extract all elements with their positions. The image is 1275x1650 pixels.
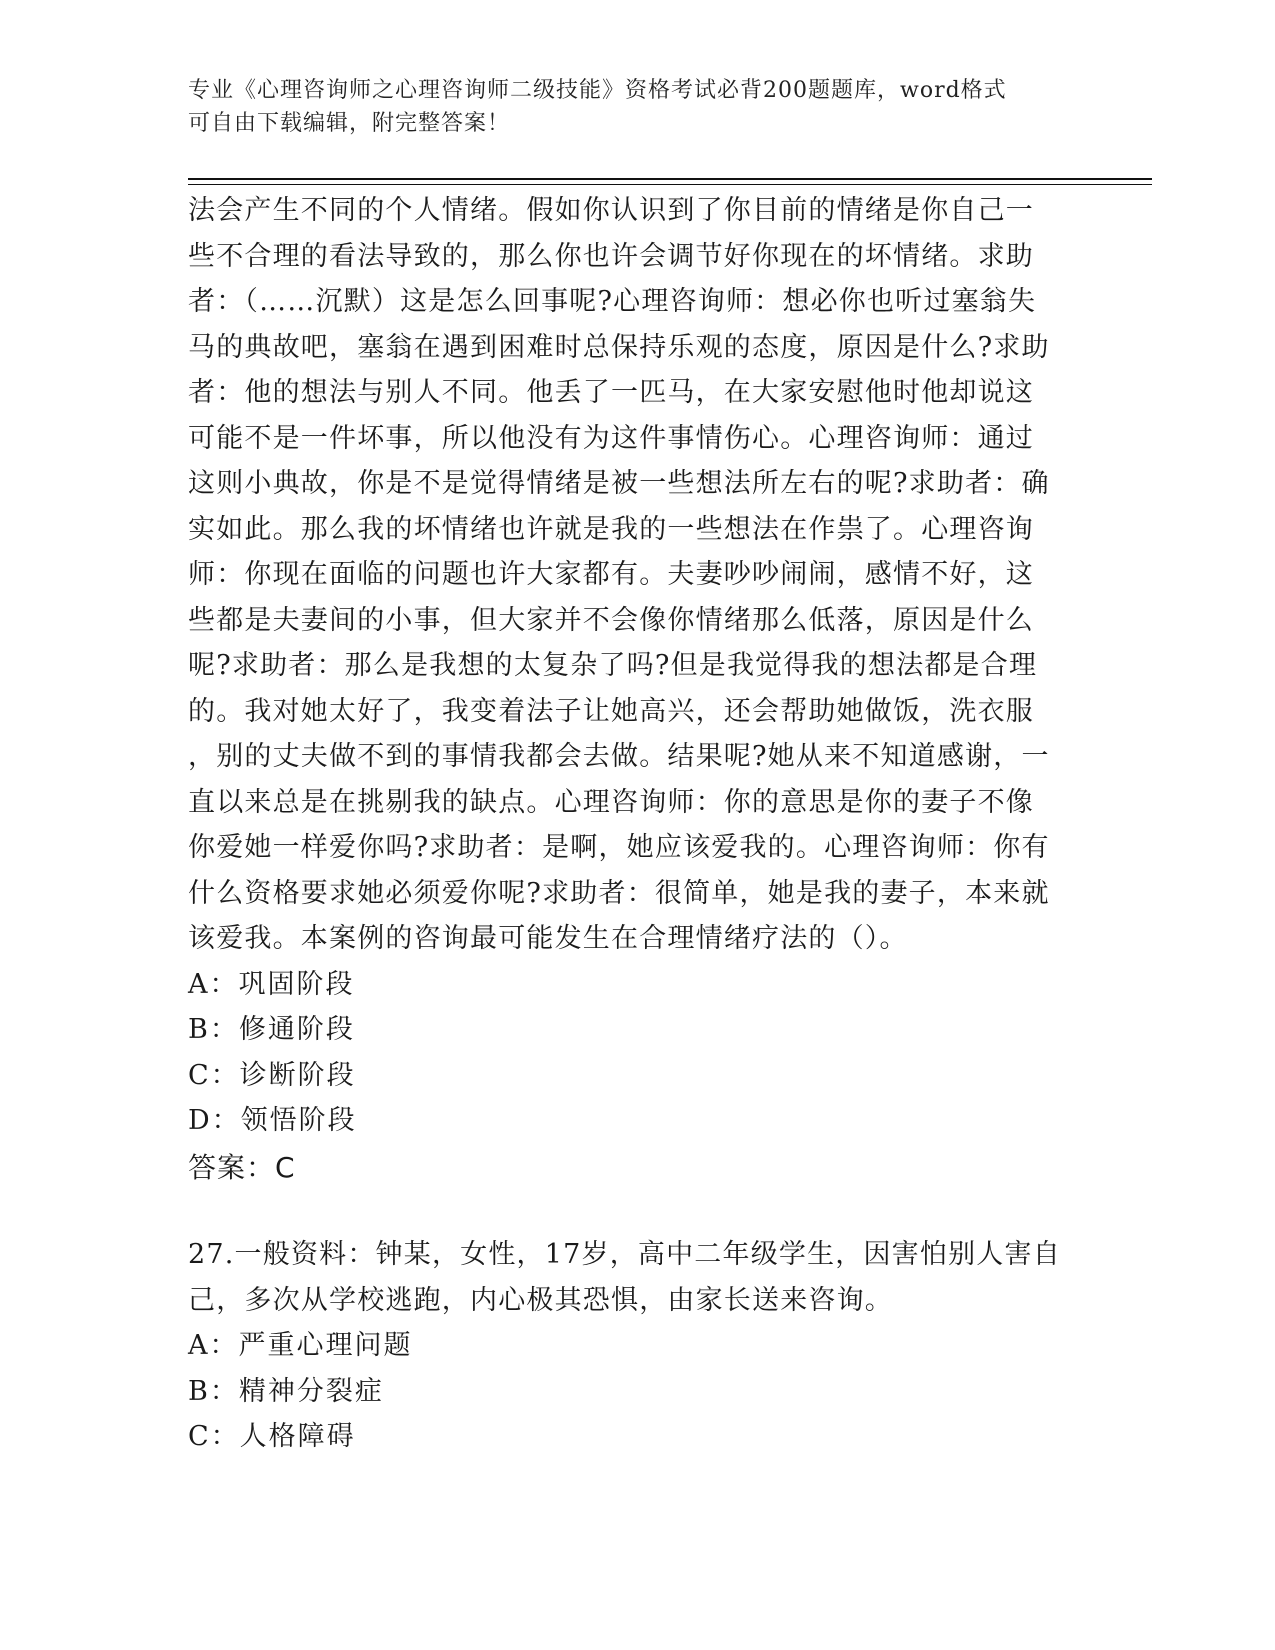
option-b: B：精神分裂症 bbox=[188, 1375, 384, 1407]
option-c: C：诊断阶段 bbox=[188, 1059, 356, 1091]
question-27-stem bbox=[188, 1232, 1088, 1323]
option-a: A：严重心理问题 bbox=[188, 1330, 413, 1361]
header-divider-thin bbox=[188, 184, 1152, 185]
question-1-options bbox=[188, 962, 1088, 1144]
option-d: D：领悟阶段 bbox=[188, 1105, 357, 1136]
question-text-line: 可能不是一件坏事，所以他没有为这件事情伤心。心理咨询师：通过 bbox=[188, 422, 1034, 454]
header-title-line-1: 专业《心理咨询师之心理咨询师二级技能》资格考试必背200题题库，word格式 bbox=[188, 78, 1007, 103]
question-text-line: 直以来总是在挑剔我的缺点。心理咨询师：你的意思是你的妻子不像 bbox=[188, 786, 1034, 818]
option-b: B：修通阶段 bbox=[188, 1014, 355, 1045]
header-divider-thick bbox=[188, 178, 1152, 180]
question-text-line: 者：（……沉默）这是怎么回事呢?心理咨询师：想必你也听过塞翁失 bbox=[188, 286, 1037, 317]
option-a: A：巩固阶段 bbox=[188, 968, 355, 1000]
question-text-line: 者：他的想法与别人不同。他丢了一匹马，在大家安慰他时他却说这 bbox=[188, 377, 1034, 408]
question-text-line: 什么资格要求她必须爱你呢?求助者：很简单，她是我的妻子，本来就 bbox=[188, 877, 1050, 909]
question-text-line: 马的典故吧，塞翁在遇到困难时总保持乐观的态度，原因是什么?求助 bbox=[188, 331, 1050, 363]
question-text-line: 的。我对她太好了，我变着法子让她高兴，还会帮助她做饭，洗衣服 bbox=[188, 695, 1034, 727]
question-1-answer: 答案：C bbox=[188, 1150, 296, 1184]
question-text-line: 些不合理的看法导致的，那么你也许会调节好你现在的坏情绪。求助 bbox=[188, 240, 1034, 272]
page-header bbox=[188, 74, 1068, 140]
question-text-line: 己，多次从学校逃跑，内心极其恐惧，由家长送来咨询。 bbox=[188, 1284, 893, 1316]
question-text-line: ，别的丈夫做不到的事情我都会去做。结果呢?她从来不知道感谢，一 bbox=[188, 741, 1050, 772]
question-text-line: 你爱她一样爱你吗?求助者：是啊，她应该爱我的。心理咨询师：你有 bbox=[188, 832, 1050, 863]
question-text-line: 师：你现在面临的问题也许大家都有。夫妻吵吵闹闹，感情不好，这 bbox=[188, 559, 1034, 590]
question-1-stem bbox=[188, 188, 1088, 962]
question-text-line: 些都是夫妻间的小事，但大家并不会像你情绪那么低落，原因是什么 bbox=[188, 604, 1034, 636]
question-text-line: 该爱我。本案例的咨询最可能发生在合理情绪疗法的（）。 bbox=[188, 923, 908, 954]
header-title-line-2: 可自由下载编辑，附完整答案！ bbox=[188, 111, 511, 136]
question-27-options bbox=[188, 1323, 1088, 1460]
question-text-line: 呢?求助者：那么是我想的太复杂了吗?但是我觉得我的想法都是合理 bbox=[188, 650, 1038, 681]
question-text-line: 这则小典故，你是不是觉得情绪是被一些想法所左右的呢?求助者：确 bbox=[188, 468, 1050, 499]
option-c: C：人格障碍 bbox=[188, 1421, 356, 1452]
question-block-1 bbox=[188, 188, 1088, 1192]
question-text-line: 法会产生不同的个人情绪。假如你认识到了你目前的情绪是你自己一 bbox=[188, 195, 1034, 226]
question-block-27 bbox=[188, 1232, 1088, 1460]
question-text-line: 实如此。那么我的坏情绪也许就是我的一些想法在作祟了。心理咨询 bbox=[188, 513, 1034, 545]
question-text-line: 27.一般资料：钟某，女性，17岁，高中二年级学生，因害怕别人害自 bbox=[188, 1239, 1061, 1270]
